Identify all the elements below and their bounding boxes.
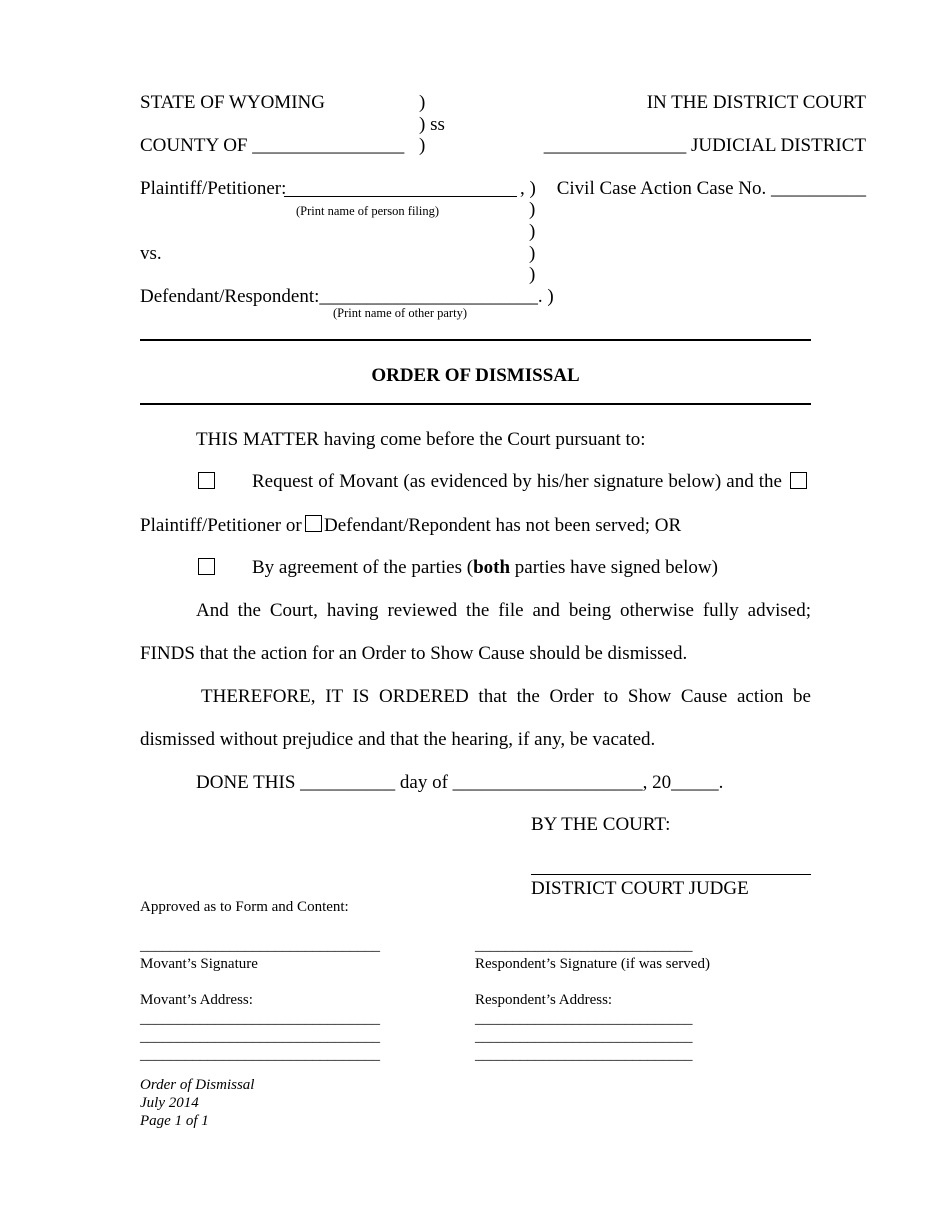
state-label: STATE OF WYOMING (140, 92, 325, 113)
agreement-checkbox[interactable] (198, 558, 215, 575)
caption-paren: ) (419, 92, 426, 113)
document-title: ORDER OF DISMISSAL (371, 365, 580, 386)
case-number: Civil Case Action Case No. __________ (556, 178, 866, 199)
movant-signature-label: Movant’s Signature (140, 956, 258, 972)
plaintiff-label: Plaintiff/Petitioner: (140, 178, 287, 199)
respondent-address-line[interactable]: _____________________________ (475, 1047, 693, 1063)
footer-form-name: Order of Dismissal (140, 1077, 255, 1093)
plaintiff-hint: (Print name of person filing) (296, 204, 440, 218)
finding-line-2: FINDS that the action for an Order to Show Cause should be dismissed. (140, 643, 688, 664)
caption-paren: ) (529, 221, 536, 242)
respondent-signature-label: Respondent’s Signature (if was served) (475, 956, 710, 972)
movant-request-checkbox[interactable] (198, 472, 215, 489)
option1-text: Request of Movant (as evidenced by his/her signature below) and the (252, 471, 782, 492)
caption-paren: ) (529, 199, 536, 220)
plaintiff-not-served-checkbox[interactable] (790, 472, 807, 489)
option1-continuation-2: Defendant/Repondent has not been served; OR (324, 515, 682, 536)
footer-page-number: Page 1 of 1 (140, 1113, 209, 1129)
movant-address-label: Movant’s Address: (140, 992, 253, 1008)
plaintiff-trail: , ) (520, 178, 536, 199)
defendant-not-served-checkbox[interactable] (305, 515, 322, 532)
defendant-label: Defendant/Respondent:_______________________. ) (140, 286, 554, 307)
approval-heading: Approved as to Form and Content: (140, 899, 349, 915)
judge-signature-line[interactable] (531, 874, 811, 875)
judicial-district: _______________ JUDICIAL DISTRICT (543, 135, 866, 156)
option2-text (252, 558, 718, 577)
judge-title: DISTRICT COURT JUDGE (531, 878, 749, 899)
court-name: IN THE DISTRICT COURT (646, 92, 866, 113)
movant-address-line[interactable]: ________________________________ (140, 1011, 380, 1027)
option1-continuation: Plaintiff/Petitioner or (140, 515, 302, 536)
option2-text-pre: By agreement of the parties ( (252, 557, 474, 578)
intro-text: THIS MATTER having come before the Court pursuant to: (196, 429, 646, 450)
movant-signature-line[interactable]: ________________________________ (140, 938, 380, 954)
title-rule-top (140, 339, 811, 341)
done-this-line: DONE THIS __________ day of ____________________, 20_____. (196, 772, 724, 793)
by-the-court: BY THE COURT: (531, 814, 671, 835)
footer-date: July 2014 (140, 1095, 199, 1111)
respondent-address-line[interactable]: _____________________________ (475, 1029, 693, 1045)
caption-paren: ) (529, 243, 536, 264)
order-line-1: THEREFORE, IT IS ORDERED that the Order to Show Cause action be (201, 686, 811, 707)
finding-line-1: And the Court, having reviewed the file and being otherwise fully advised; (196, 600, 811, 621)
respondent-address-label: Respondent’s Address: (475, 992, 613, 1008)
defendant-hint: (Print name of other party) (333, 306, 467, 320)
movant-address-line[interactable]: ________________________________ (140, 1047, 380, 1063)
caption-paren: ) (529, 264, 536, 285)
option2-text-post: parties have signed below) (510, 557, 718, 578)
title-rule-bottom (140, 403, 811, 405)
caption-ss: ) ss (419, 114, 445, 135)
order-line-2: dismissed without prejudice and that the hearing, if any, be vacated. (140, 729, 656, 750)
county-label: COUNTY OF ________________ (140, 135, 405, 156)
versus-label: vs. (140, 243, 162, 264)
respondent-address-line[interactable]: _____________________________ (475, 1011, 693, 1027)
plaintiff-name-line[interactable] (284, 196, 517, 197)
option2-text-bold: both (473, 557, 511, 578)
caption-paren: ) (419, 135, 426, 156)
respondent-signature-line[interactable]: _____________________________ (475, 938, 693, 954)
movant-address-line[interactable]: ________________________________ (140, 1029, 380, 1045)
